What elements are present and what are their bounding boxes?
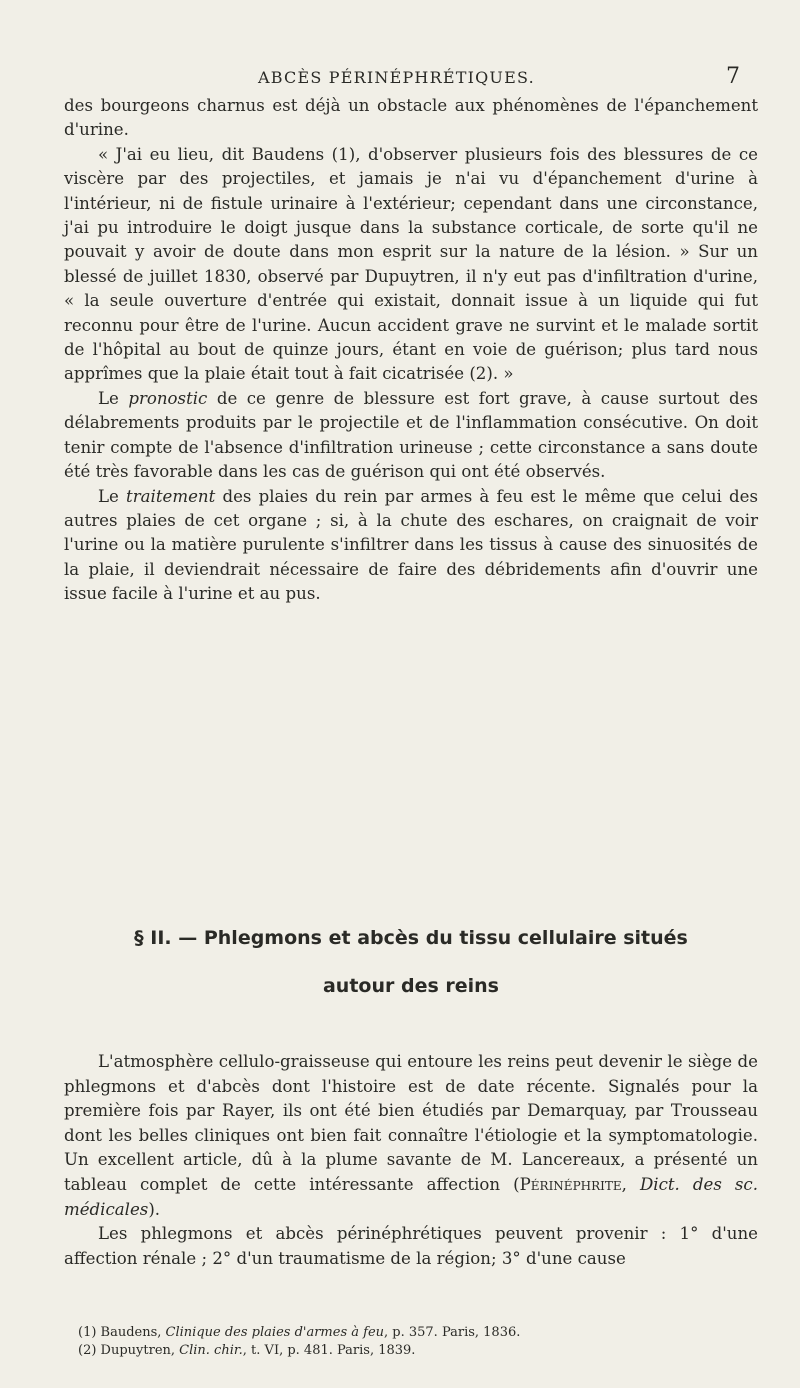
paragraph: des bourgeons charnus est déjà un obstacle aux phénomènes de l'épanchement d'urine. <box>64 96 758 140</box>
footnote <box>78 1324 758 1342</box>
small-caps-term: Périnéphrite <box>519 1174 622 1194</box>
footnotes <box>78 1324 758 1360</box>
body-text <box>64 94 758 607</box>
running-head-title: ABCÈS PÉRINÉPHRÉTIQUES. <box>258 68 535 87</box>
text-run: , t. VI, p. 481. Paris, 1839. <box>242 1343 416 1358</box>
section-heading-line: autour des reins <box>322 975 499 997</box>
section-heading-line: § II. — Phlegmons et abcès du tissu cellulaire situés <box>134 927 688 949</box>
section-heading <box>64 914 758 1010</box>
paragraph-quote-baudens: « J'ai eu lieu, dit Baudens (1), d'observer plusieurs fois des blessures de ce viscère par des projectiles, et jamais je n'ai vu d'épanchement d'urine à l'intérieur, ni de fistule urinaire à l'extérieur; cependant dans une circonstance, j'ai pu introduire le doigt jusque dans la substance corticale, de sorte qu'il ne pouvait y avoir de doute dans mon esprit sur la nature de la lésion. » Sur un blessé de juillet 1830, observé par Dupuytren, il n'y eut pas d'infiltration d'urine, « la seule ouverture d'entrée qui existait, donnait issue à un liquide qui fut reconnu pour être de l'urine. Aucun accident grave ne survint et le malade sortit de l'hôpital au bout de quinze jours, étant en voie de guérison; plus tard nous apprîmes que la plaie était tout à fait cicatrisée (2). » <box>64 144 758 384</box>
text-run: des plaies du rein par armes à feu est le même que celui des autres plaies de cet organe ; si, à la chute des eschares, on craignait de voir l'urine ou la matière purulente s'infiltrer dans les tissus à cause des sinuosités de la plaie, il deviendrait nécessaire de faire des débridements afin d'ouvrir une issue facile à l'urine et au pus. <box>64 486 759 604</box>
running-head <box>0 64 800 94</box>
paragraph-pronostic <box>64 387 758 485</box>
text-run: , p. 357. Paris, 1836. <box>384 1325 521 1340</box>
footnote <box>78 1342 758 1360</box>
text-run: , <box>621 1174 640 1194</box>
paragraph-causes: Les phlegmons et abcès périnéphrétiques peuvent provenir : 1° d'une affection rénale ; 2° d'un traumatisme de la région; 3° d'une cause <box>64 1224 758 1268</box>
text-run: (2) Dupuytren, <box>78 1343 180 1358</box>
body-text-section <box>64 1050 758 1271</box>
italic-reference: Clinique des plaies d'armes à feu <box>165 1325 385 1340</box>
italic-reference: Clin. chir. <box>179 1343 243 1358</box>
text-run: L'atmosphère cellulo-graisseuse qui entoure les reins peut devenir le siège de phlegmons et d'abcès dont l'histoire est de date récente. Signalés pour la première fois par Rayer, ils ont été bien étudiés par Demarquay, par Trousseau dont les belles cliniques ont bien fait connaître l'étiologie et la symptomatologie. Un excellent article, dû à la plume savante de M. Lancereaux, a présenté un tableau complet de cette intéressante affection ( <box>64 1052 758 1194</box>
paragraph-traitement <box>64 485 758 607</box>
text-run: ). <box>148 1199 161 1219</box>
italic-term: traitement <box>126 486 216 506</box>
text-run: (1) Baudens, <box>78 1325 166 1340</box>
text-run: Le <box>98 388 119 408</box>
text-run: de ce genre de blessure est fort grave, à cause surtout des délabrements produits par le projectile et de l'inflammation consécutive. On doit tenir compte de l'absence d'infiltration urineuse ; cette circonstance a sans doute été très favorable dans les cas de guérison qui ont été observés. <box>64 388 758 482</box>
paragraph-atmosphere <box>64 1050 758 1222</box>
page-number: 7 <box>726 64 740 89</box>
italic-term: pronostic <box>128 388 208 408</box>
italic-reference: Dict. des sc. médicales <box>64 1174 758 1219</box>
text-run: Le <box>98 486 119 506</box>
